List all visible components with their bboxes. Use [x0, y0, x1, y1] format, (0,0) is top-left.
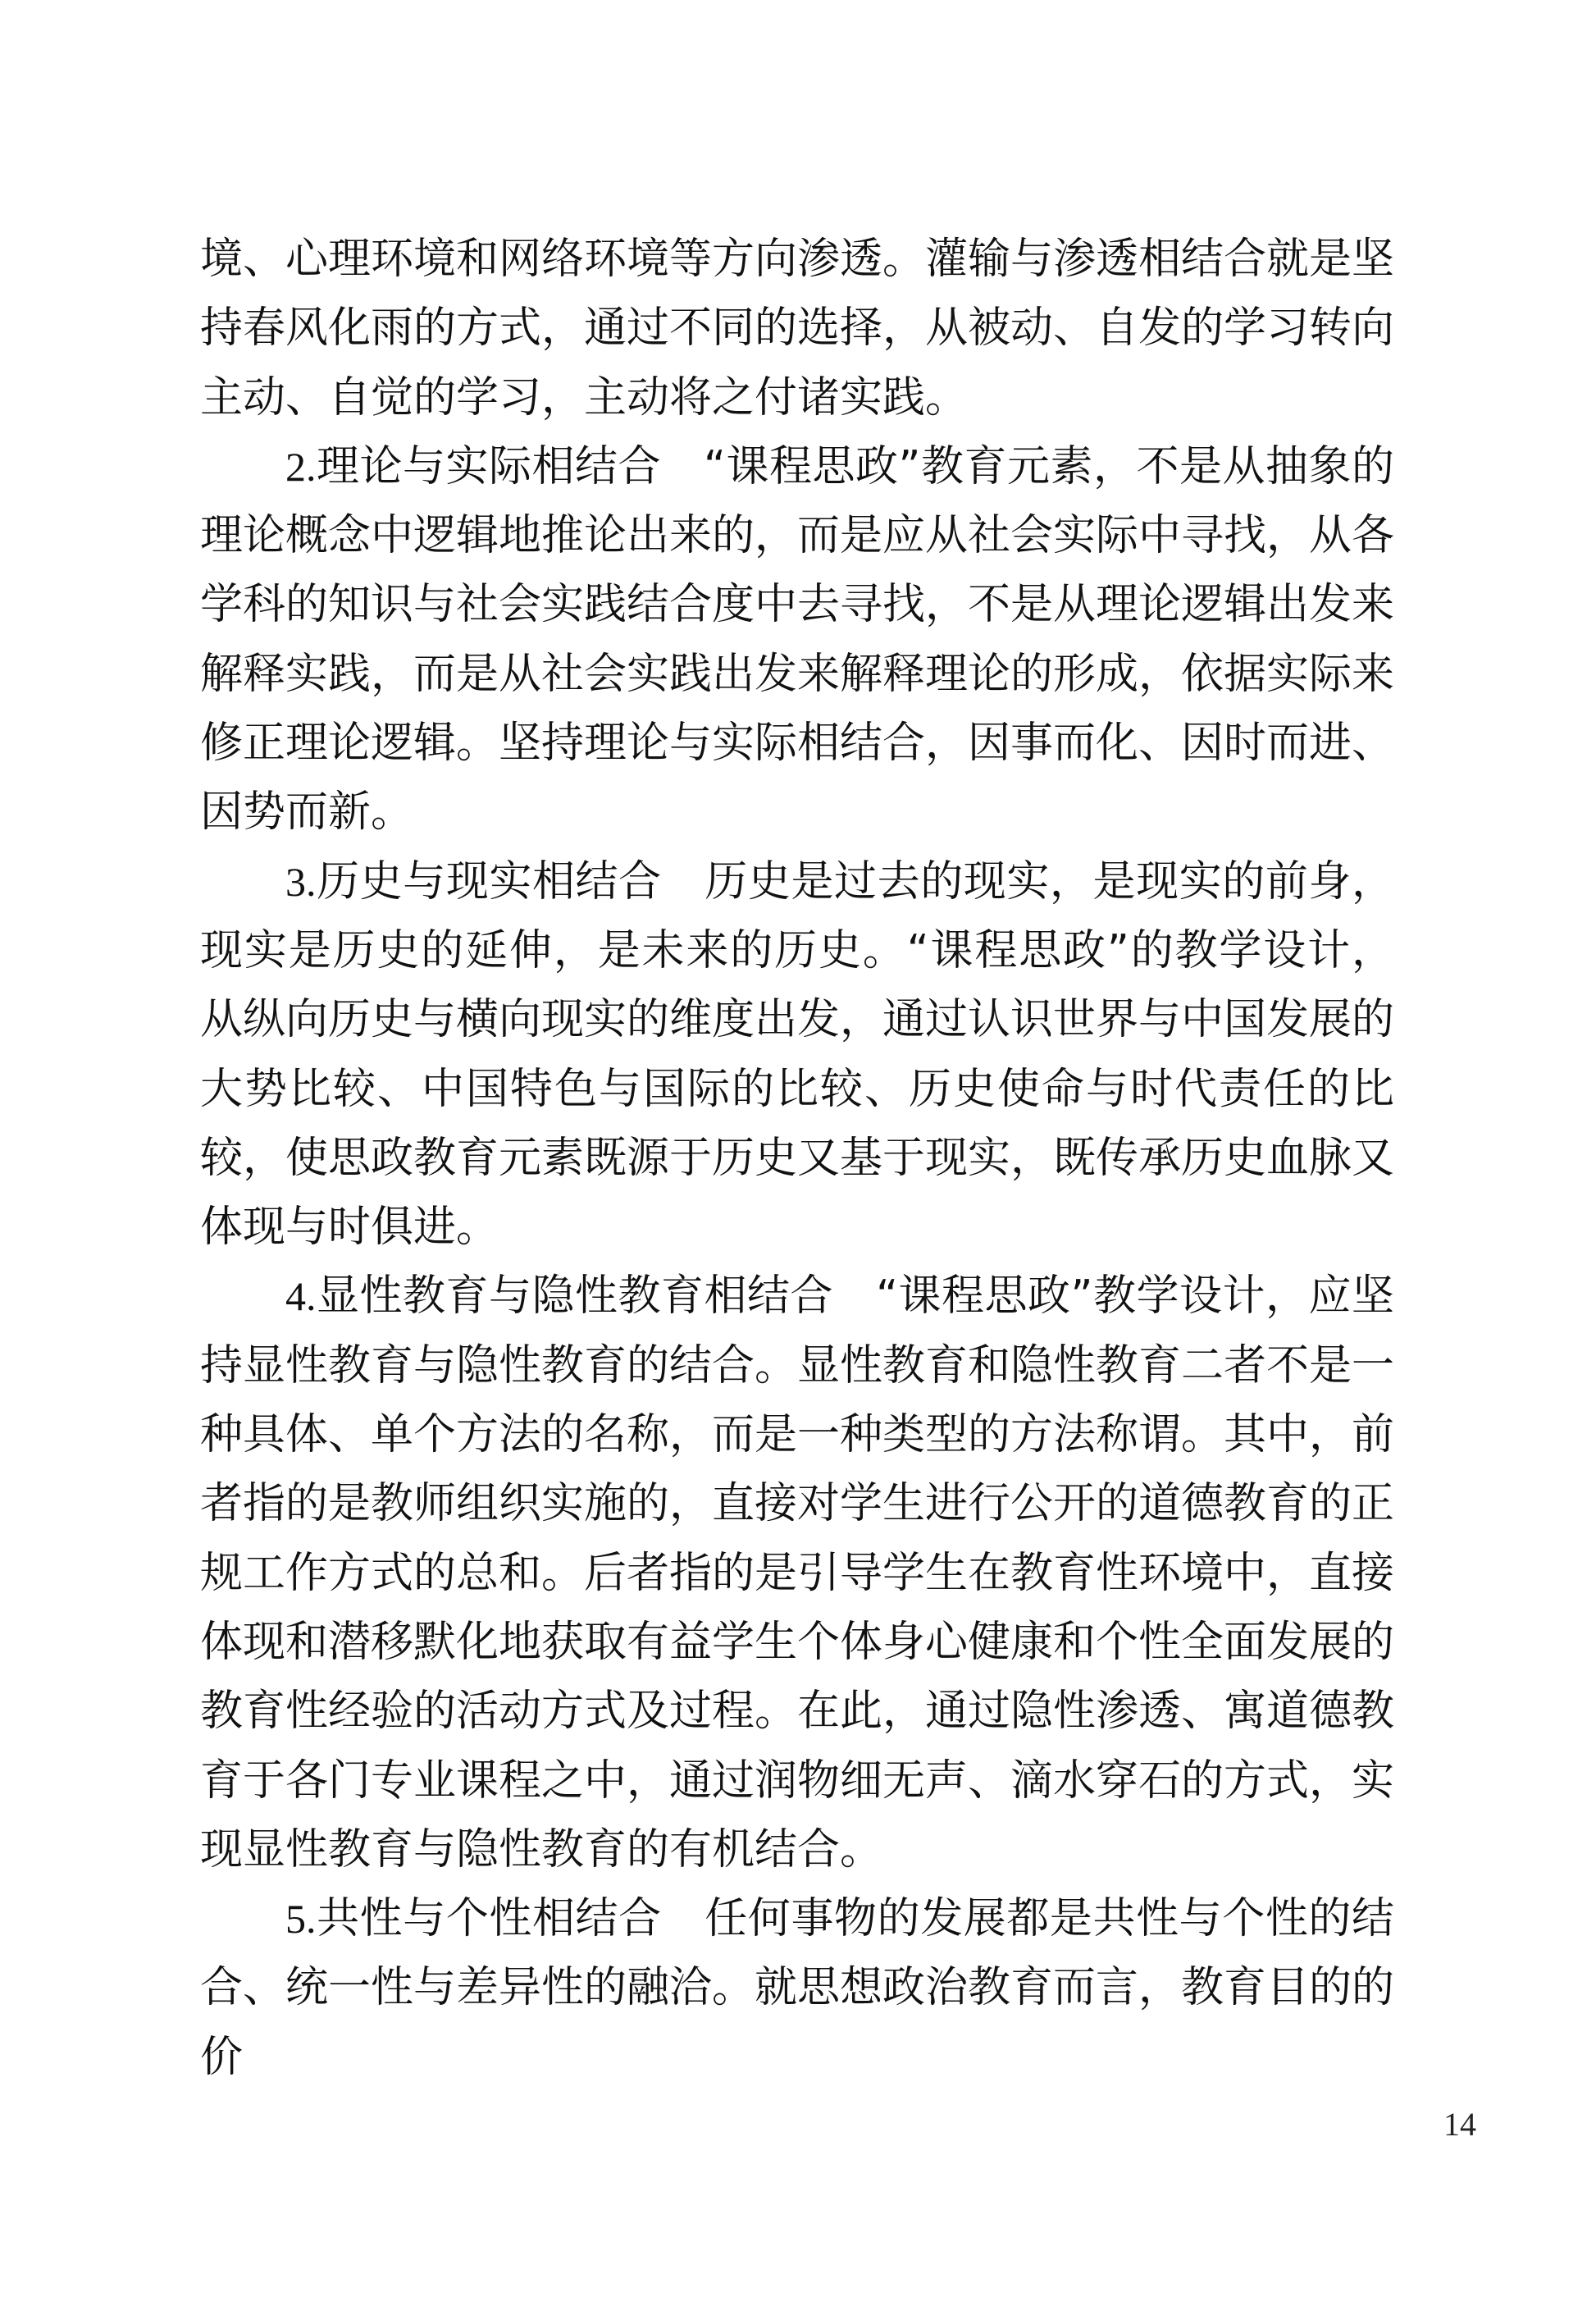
item-heading: 共性与个性相结合	[316, 1894, 662, 1944]
paragraph-text: 历史是过去的现实，是现实的前身，现实是历史的延伸，是未来的历史。“课程思政”的教学设计，从纵向历史与横向现实的维度出发，通过认识世界与中国发展的大势比较、中国特色与国际的比较、历史使命与时代责任的比较，使思政教育元素既源于历史又基于现实，既传承历史血脉又体现与时俱进。	[200, 856, 1395, 1253]
item-heading: 显性教育与隐性教育相结合	[316, 1272, 834, 1322]
item-number: 2.	[285, 443, 317, 490]
item-number: 3.	[285, 858, 317, 905]
paragraph-theory-practice	[200, 432, 1394, 847]
item-heading: 历史与现实相结合	[316, 856, 662, 906]
paragraph-common-individual	[200, 1884, 1394, 2092]
paragraph-explicit-implicit	[200, 1262, 1394, 1884]
page-number: 14	[1443, 2106, 1476, 2143]
paragraph-continuation	[200, 225, 1394, 432]
paragraph-text: “课程思政”教育元素，不是从抽象的理论概念中逻辑地推论出来的，而是应从社会实际中寻找，从各学科的知识与社会实践结合度中去寻找，不是从理论逻辑出发来解释实践，而是从社会实践出发来解释理论的形成，依据实际来修正理论逻辑。坚持理论与实际相结合，因事而化、因时而进、因势而新。	[200, 441, 1395, 838]
paragraph-text: “课程思政”教学设计，应坚持显性教育与隐性教育的结合。显性教育和隐性教育二者不是一种具体、单个方法的名称，而是一种类型的方法称谓。其中，前者指的是教师组织实施的，直接对学生进行公开的道德教育的正规工作方式的总和。后者指的是引导学生在教育性环境中，直接体现和潜移默化地获取有益学生个体身心健康和个性全面发展的教育性经验的活动方式及过程。在此，通过隐性渗透、寓道德教育于各门专业课程之中，通过润物细无声、滴水穿石的方式，实现显性教育与隐性教育的有机结合。	[200, 1272, 1395, 1874]
item-number: 4.	[285, 1273, 317, 1320]
item-heading: 理论与实际相结合	[316, 441, 662, 491]
paragraph-text: 任何事物的发展都是共性与个性的结合、统一性与差异性的融洽。就思想政治教育而言，教育目的的价	[200, 1894, 1395, 2082]
paragraph-history-reality	[200, 847, 1394, 1262]
paragraph-text: 境、心理环境和网络环境等方向渗透。灌输与渗透相结合就是坚持春风化雨的方式，通过不同的选择，从被动、自发的学习转向主动、自觉的学习，主动将之付诸实践。	[200, 235, 1395, 422]
item-number: 5.	[285, 1896, 317, 1943]
body-text	[200, 225, 1394, 2092]
